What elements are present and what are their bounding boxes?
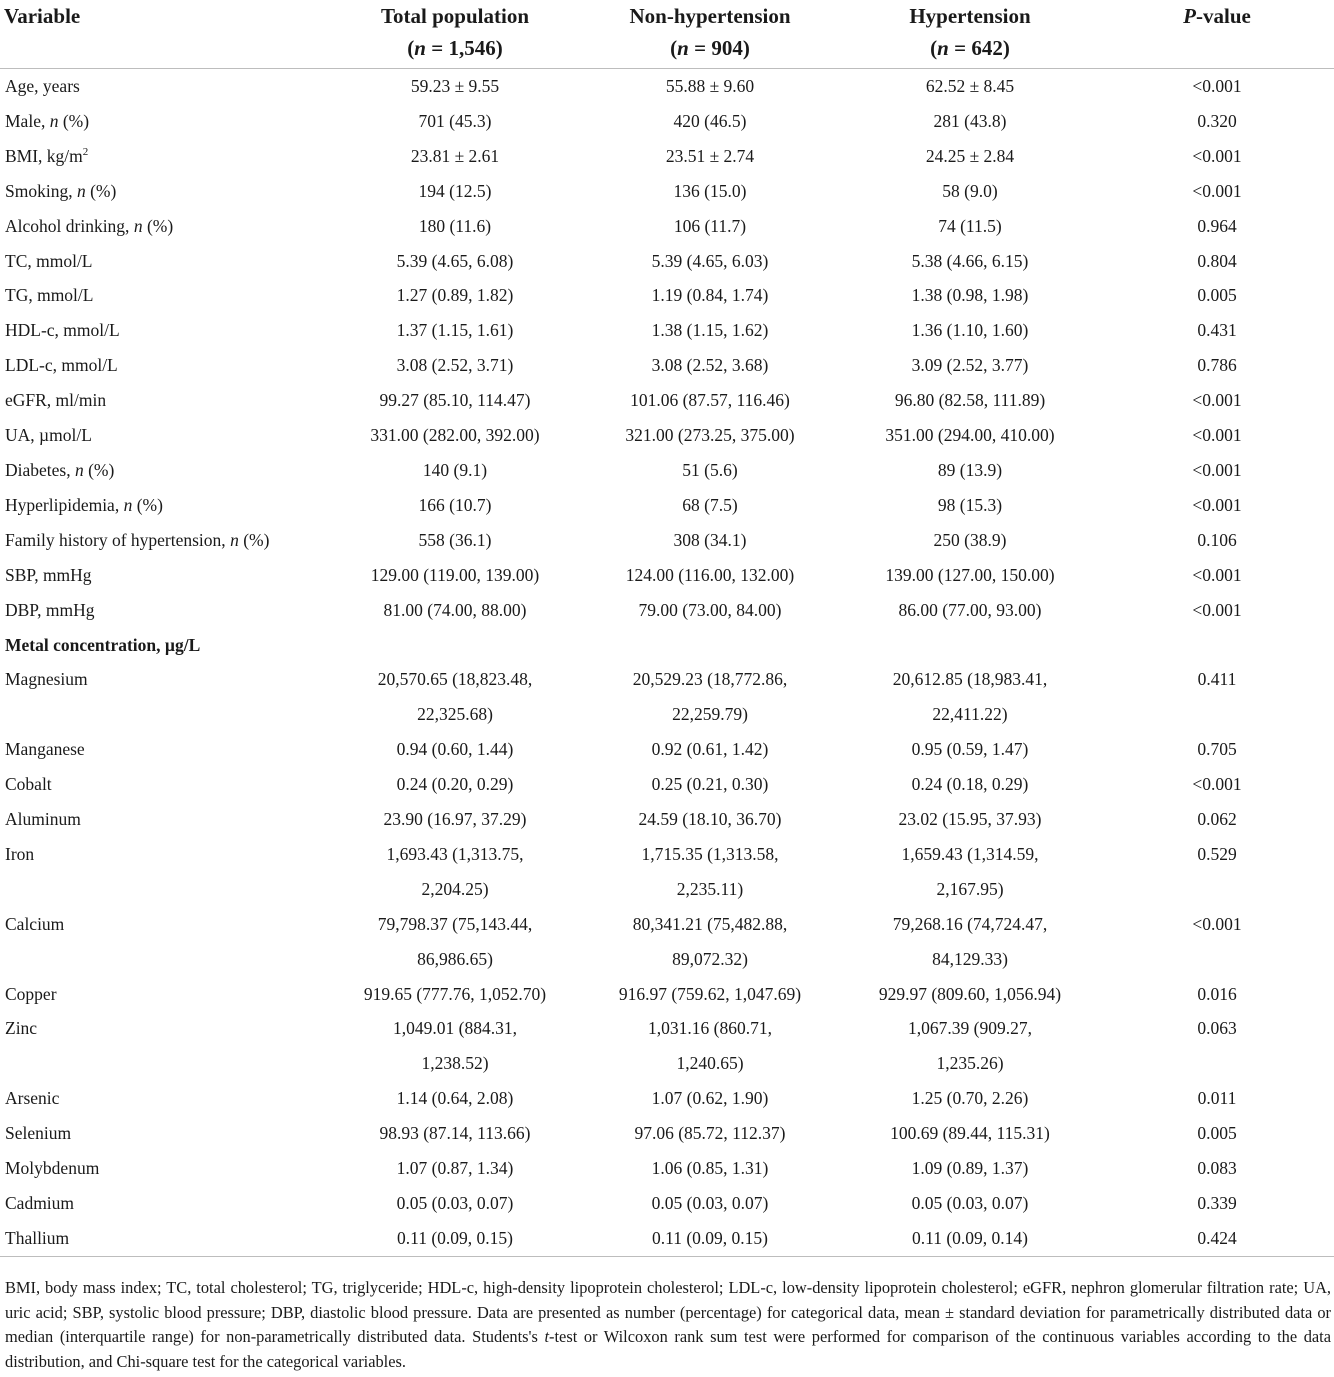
cell-hypertension: 58 (9.0)	[942, 180, 998, 201]
row-label: TG, mmol/L	[5, 285, 94, 306]
cell-non-hypertension: 3.08 (2.52, 3.68)	[651, 355, 769, 376]
table-row	[0, 523, 1334, 558]
cell-p-value: <0.001	[1192, 425, 1242, 446]
cell-total-population: 0.05 (0.03, 0.07)	[396, 1193, 514, 1213]
table-header	[0, 0, 1334, 69]
row-label	[0, 1046, 330, 1081]
table-row	[0, 837, 1334, 872]
cell-non-hypertension: 2,235.11)	[676, 878, 744, 899]
table-row	[0, 872, 1334, 907]
cell-non-hypertension: 1,240.65)	[676, 1053, 744, 1074]
cell-p-value: <0.001	[1192, 913, 1242, 934]
cell-non-hypertension: 20,529.23 (18,772.86,	[632, 669, 788, 690]
cell-hypertension: 1.25 (0.70, 2.26)	[911, 1088, 1029, 1109]
cell-non-hypertension: 0.05 (0.03, 0.07)	[651, 1193, 769, 1213]
table-row	[0, 453, 1334, 488]
cell-hypertension: 351.00 (294.00, 410.00)	[885, 425, 1055, 446]
cell-hypertension: 281 (43.8)	[933, 110, 1007, 131]
cell-total-population: 81.00 (74.00, 88.00)	[383, 599, 527, 620]
header-line1: P-value	[1183, 4, 1251, 28]
cell-hypertension: 1.36 (1.10, 1.60)	[911, 320, 1029, 341]
cell-p-value: <0.001	[1192, 599, 1242, 620]
cell-hypertension: 0.05 (0.03, 0.07)	[911, 1193, 1029, 1213]
cell-hypertension: 2,167.95)	[936, 878, 1004, 899]
cell-non-hypertension: 101.06 (87.57, 116.46)	[630, 390, 790, 411]
table-row	[0, 418, 1334, 453]
row-label: Iron	[5, 843, 35, 864]
cell-hypertension: 1,067.39 (909.27,	[908, 1018, 1032, 1039]
cell-p-value: <0.001	[1192, 774, 1242, 795]
table-row	[0, 802, 1334, 837]
cell-hypertension: 929.97 (809.60, 1,056.94)	[878, 983, 1062, 1004]
row-label: Arsenic	[5, 1088, 60, 1109]
table-row	[0, 348, 1334, 383]
cell-total-population: 2,204.25)	[421, 878, 489, 899]
cell-p-value: <0.001	[1192, 76, 1242, 96]
table-row	[0, 593, 1334, 628]
cell-total-population: 919.65 (777.76, 1,052.70)	[363, 983, 547, 1004]
cell-p-value: 0.005	[1197, 1123, 1237, 1144]
row-label	[0, 697, 330, 732]
row-label: Magnesium	[5, 669, 88, 690]
cell-non-hypertension: 420 (46.5)	[673, 110, 747, 131]
row-label: Hyperlipidemia, n (%)	[5, 494, 163, 515]
cell-p-value: <0.001	[1192, 494, 1242, 515]
cell-non-hypertension: 5.39 (4.65, 6.03)	[651, 250, 769, 271]
cell-hypertension: 3.09 (2.52, 3.77)	[911, 355, 1029, 376]
table-row	[0, 174, 1334, 209]
cell-hypertension: 74 (11.5)	[938, 215, 1002, 236]
cell-total-population: 86,986.65)	[417, 948, 493, 969]
cell-non-hypertension: 1,715.35 (1,313.58,	[641, 843, 779, 864]
table-row	[0, 767, 1334, 802]
cell-p-value: <0.001	[1192, 459, 1242, 480]
row-label: Manganese	[5, 739, 85, 760]
cell-non-hypertension: 55.88 ± 9.60	[665, 76, 755, 96]
table-row	[0, 1151, 1334, 1186]
cell-non-hypertension: 106 (11.7)	[673, 215, 747, 236]
cell-p-value: 0.083	[1197, 1158, 1237, 1179]
cell-non-hypertension: 68 (7.5)	[682, 494, 738, 515]
row-label: Metal concentration, µg/L	[5, 634, 201, 655]
cell-non-hypertension: 1.06 (0.85, 1.31)	[651, 1158, 769, 1179]
cell-non-hypertension: 0.92 (0.61, 1.42)	[651, 739, 769, 760]
cell-non-hypertension: 89,072.32)	[672, 948, 748, 969]
cell-non-hypertension: 124.00 (116.00, 132.00)	[625, 564, 795, 585]
cell-total-population: 1.27 (0.89, 1.82)	[396, 285, 514, 306]
cell-hypertension: 5.38 (4.66, 6.15)	[911, 250, 1029, 271]
row-label: SBP, mmHg	[5, 564, 92, 585]
cell-total-population	[330, 628, 580, 663]
cell-hypertension: 98 (15.3)	[937, 494, 1003, 515]
table-row	[0, 1221, 1334, 1256]
cell-p-value: <0.001	[1192, 564, 1242, 585]
cell-p-value: 0.529	[1197, 843, 1237, 864]
cell-p-value: <0.001	[1192, 180, 1242, 201]
row-label: Cobalt	[5, 774, 52, 795]
cell-total-population: 0.11 (0.09, 0.15)	[330, 1221, 580, 1256]
header-line1: Hypertension	[909, 4, 1031, 28]
cell-total-population: 79,798.37 (75,143.44,	[377, 913, 533, 934]
header-line2: (n = 904)	[670, 36, 750, 60]
cell-hypertension: 139.00 (127.00, 150.00)	[885, 564, 1055, 585]
cell-total-population: 1,693.43 (1,313.75,	[386, 843, 524, 864]
header-variable	[0, 0, 330, 69]
table-row	[0, 139, 1334, 174]
cell-p-value: 0.063	[1197, 1018, 1237, 1039]
table-row	[0, 278, 1334, 313]
cell-total-population: 140 (9.1)	[422, 459, 488, 480]
cell-p-value	[1100, 942, 1334, 977]
row-label	[0, 942, 330, 977]
cell-hypertension	[840, 628, 1100, 663]
cell-total-population: 23.81 ± 2.61	[410, 145, 500, 166]
cell-total-population: 180 (11.6)	[418, 215, 492, 236]
cell-non-hypertension: 51 (5.6)	[682, 459, 738, 480]
cell-p-value: 0.339	[1197, 1193, 1237, 1213]
cell-total-population: 1.37 (1.15, 1.61)	[396, 320, 514, 341]
table-row	[0, 662, 1334, 697]
table-row	[0, 488, 1334, 523]
header-total-population	[330, 0, 580, 69]
cell-total-population: 22,325.68)	[417, 704, 493, 725]
cell-p-value: <0.001	[1192, 390, 1242, 411]
cell-non-hypertension: 0.11 (0.09, 0.15)	[580, 1221, 840, 1256]
row-label: Copper	[5, 983, 57, 1004]
cell-total-population: 129.00 (119.00, 139.00)	[370, 564, 540, 585]
row-label: BMI, $kg/m^2$	[5, 145, 89, 166]
cell-p-value: 0.011	[1197, 1088, 1237, 1109]
row-label: Male, n (%)	[5, 110, 90, 131]
table-row	[0, 732, 1334, 767]
cell-total-population: 98.93 (87.14, 113.66)	[379, 1123, 531, 1144]
cell-hypertension: 24.25 ± 2.84	[925, 145, 1015, 166]
table-row	[0, 977, 1334, 1012]
cell-p-value: 0.424	[1100, 1221, 1334, 1256]
cell-hypertension: 62.52 ± 8.45	[925, 76, 1015, 96]
cell-p-value: 0.411	[1197, 669, 1237, 690]
table-row	[0, 1011, 1334, 1046]
table-body	[0, 69, 1334, 1257]
cell-total-population: 1.07 (0.87, 1.34)	[396, 1158, 514, 1179]
row-label: Family history of hypertension, n (%)	[5, 529, 270, 550]
cell-non-hypertension: 321.00 (273.25, 375.00)	[625, 425, 795, 446]
table-row	[0, 244, 1334, 279]
cell-non-hypertension: 24.59 (18.10, 36.70)	[638, 809, 782, 830]
row-label: Smoking, n (%)	[5, 180, 117, 201]
cell-total-population: 0.24 (0.20, 0.29)	[396, 774, 514, 795]
cell-total-population: 5.39 (4.65, 6.08)	[396, 250, 514, 271]
cell-p-value: 0.062	[1197, 809, 1237, 830]
cell-p-value	[1100, 1046, 1334, 1081]
table-row	[0, 313, 1334, 348]
cell-total-population: 99.27 (85.10, 114.47)	[379, 390, 531, 411]
cell-non-hypertension: 80,341.21 (75,482.88,	[632, 913, 788, 934]
cell-total-population: 558 (36.1)	[418, 529, 492, 550]
cell-total-population: 1,238.52)	[421, 1053, 489, 1074]
header-line1: Non-hypertension	[629, 4, 791, 28]
table-row	[0, 1046, 1334, 1081]
table-row	[0, 558, 1334, 593]
cell-total-population: 1.14 (0.64, 2.08)	[396, 1088, 514, 1109]
cell-hypertension: 86.00 (77.00, 93.00)	[898, 599, 1042, 620]
cell-non-hypertension: 97.06 (85.72, 112.37)	[634, 1123, 786, 1144]
cell-hypertension: 84,129.33)	[932, 948, 1008, 969]
header-hypertension	[840, 0, 1100, 69]
table-row	[0, 697, 1334, 732]
row-label: Selenium	[5, 1123, 72, 1144]
cell-p-value: 0.431	[1197, 320, 1237, 341]
cell-non-hypertension: 0.25 (0.21, 0.30)	[651, 774, 769, 795]
cell-p-value	[1100, 628, 1334, 663]
cell-non-hypertension: 23.51 ± 2.74	[665, 145, 755, 166]
table-row	[0, 1081, 1334, 1116]
cell-non-hypertension: 136 (15.0)	[673, 180, 747, 201]
cell-total-population: 20,570.65 (18,823.48,	[377, 669, 533, 690]
row-label: eGFR, ml/min	[5, 390, 107, 411]
cell-hypertension: 250 (38.9)	[933, 529, 1007, 550]
cell-p-value: 0.016	[1197, 983, 1237, 1004]
row-label: Molybdenum	[5, 1158, 100, 1179]
table-row	[0, 907, 1334, 942]
cell-p-value: 0.705	[1197, 739, 1237, 760]
row-label: Calcium	[5, 913, 65, 934]
header-line2: (n = 642)	[930, 36, 1010, 60]
cell-total-population: 331.00 (282.00, 392.00)	[370, 425, 540, 446]
cell-hypertension: 0.11 (0.09, 0.14)	[840, 1221, 1100, 1256]
section-row	[0, 628, 1334, 663]
cell-p-value	[1100, 697, 1334, 732]
row-label: Zinc	[5, 1018, 38, 1039]
cell-p-value: 0.804	[1197, 250, 1237, 271]
cell-non-hypertension: 308 (34.1)	[673, 529, 747, 550]
table-row	[0, 1116, 1334, 1151]
table-row	[0, 69, 1334, 104]
cell-total-population: 1,049.01 (884.31,	[393, 1018, 517, 1039]
row-label: Aluminum	[5, 809, 81, 830]
cell-hypertension: 1.38 (0.98, 1.98)	[911, 285, 1029, 306]
cell-p-value: 0.320	[1197, 110, 1237, 131]
row-label	[0, 872, 330, 907]
header-line2: (n = 1,546)	[407, 36, 503, 60]
cell-total-population: 0.94 (0.60, 1.44)	[396, 739, 514, 760]
row-label: Age, years	[5, 76, 80, 96]
table-row	[0, 104, 1334, 139]
cell-hypertension: 23.02 (15.95, 37.93)	[898, 809, 1042, 830]
table-row	[0, 383, 1334, 418]
cell-non-hypertension: 1,031.16 (860.71,	[648, 1018, 772, 1039]
cell-non-hypertension: 1.19 (0.84, 1.74)	[651, 285, 769, 306]
row-label: Alcohol drinking, n (%)	[5, 215, 174, 236]
cell-non-hypertension: 79.00 (73.00, 84.00)	[638, 599, 782, 620]
row-label: Cadmium	[5, 1193, 75, 1213]
cell-hypertension: 100.69 (89.44, 115.31)	[890, 1123, 1050, 1144]
row-label: LDL-c, mmol/L	[5, 355, 118, 376]
cell-total-population: 166 (10.7)	[418, 494, 492, 515]
cell-p-value	[1100, 872, 1334, 907]
cell-hypertension: 1,659.43 (1,314.59,	[901, 843, 1039, 864]
cell-p-value: <0.001	[1192, 145, 1242, 166]
cell-total-population: 59.23 ± 9.55	[410, 76, 500, 96]
cell-non-hypertension: 22,259.79)	[672, 704, 748, 725]
cell-hypertension: 79,268.16 (74,724.47,	[892, 913, 1048, 934]
table-row	[0, 209, 1334, 244]
header-p-value	[1100, 0, 1334, 69]
cell-non-hypertension: 1.07 (0.62, 1.90)	[651, 1088, 769, 1109]
cell-non-hypertension: 916.97 (759.62, 1,047.69)	[618, 983, 802, 1004]
cell-p-value: 0.005	[1197, 285, 1237, 306]
cell-hypertension: 20,612.85 (18,983.41,	[892, 669, 1048, 690]
cell-hypertension: 22,411.22)	[932, 704, 1008, 725]
cell-hypertension: 0.24 (0.18, 0.29)	[911, 774, 1029, 795]
cell-p-value: 0.786	[1197, 355, 1237, 376]
header-line1: Total population	[380, 4, 530, 28]
row-label: DBP, mmHg	[5, 599, 95, 620]
header-line1: Variable	[4, 4, 81, 28]
cell-p-value: 0.106	[1197, 529, 1237, 550]
cell-hypertension: 89 (13.9)	[937, 459, 1003, 480]
cell-total-population: 701 (45.3)	[418, 110, 492, 131]
cell-hypertension: 1.09 (0.89, 1.37)	[911, 1158, 1029, 1179]
cell-hypertension: 0.95 (0.59, 1.47)	[911, 739, 1029, 760]
row-label: TC, mmol/L	[5, 250, 93, 271]
table-row	[0, 1186, 1334, 1221]
cell-p-value: 0.964	[1197, 215, 1237, 236]
row-label: Thallium	[0, 1221, 330, 1256]
cell-total-population: 3.08 (2.52, 3.71)	[396, 355, 514, 376]
row-label: UA, µmol/L	[5, 425, 92, 446]
cell-non-hypertension	[580, 628, 840, 663]
row-label: HDL-c, mmol/L	[5, 320, 120, 341]
cell-hypertension: 1,235.26)	[936, 1053, 1004, 1074]
cell-total-population: 194 (12.5)	[418, 180, 492, 201]
header-non-hypertension	[580, 0, 840, 69]
table-row	[0, 942, 1334, 977]
cell-non-hypertension: 1.38 (1.15, 1.62)	[651, 320, 769, 341]
cell-total-population: 23.90 (16.97, 37.29)	[383, 809, 527, 830]
row-label: Diabetes, n (%)	[5, 459, 115, 480]
cell-hypertension: 96.80 (82.58, 111.89)	[894, 390, 1046, 411]
table-footnote: BMI, body mass index; TC, total cholesterol; TG, triglyceride; HDL-c, high-density lipoprotein cholesterol; LDL-c, low-density lipoprotein cholesterol; eGFR, nephron glomerular filtration rate; UA, uric acid; SBP, systolic blood pressure; DBP, diastolic blood pressure. Data are presented as number (percentage) for categorical data, mean ± standard deviation for parametrically distributed data or median (interquartile range) for non-parametrically distributed data. Students's t-test or Wilcoxon rank sum test were performed for comparison of the continuous variables according to the data distribution, and Chi-square test for the categorical variables.	[5, 1278, 1331, 1371]
